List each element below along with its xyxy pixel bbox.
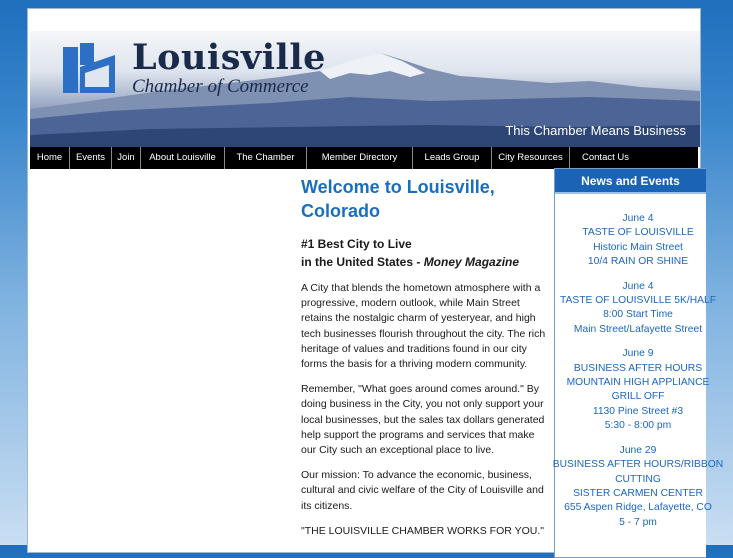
event-date: June 4: [622, 280, 654, 292]
news-event[interactable]: [543, 347, 733, 433]
news-event[interactable]: [543, 444, 733, 530]
event-detail: Main Street/Lafayette Street: [573, 323, 703, 335]
event-detail: 10/4 RAIN OR SHINE: [587, 256, 689, 268]
event-detail: Historic Main Street: [593, 241, 683, 253]
nav-leads-group[interactable]: Leads Group: [413, 147, 492, 169]
event-detail: 5 - 7 pm: [619, 516, 657, 528]
news-heading: News and Events: [555, 169, 706, 194]
nav-city-resources[interactable]: City Resources: [492, 147, 570, 169]
event-detail: 655 Aspen Ridge, Lafayette, CO: [564, 502, 712, 514]
event-detail: 5:30 - 8:00 pm: [604, 420, 672, 432]
mission-paragraph: Our mission: To advance the economic, business, cultural and civic welfare of the City of Louisville and its citizens.: [301, 469, 544, 512]
main-content: [301, 169, 549, 539]
event-title: GRILL OFF: [611, 391, 665, 403]
nav-contact-us[interactable]: Contact Us: [582, 152, 629, 163]
event-title: TASTE OF LOUISVILLE 5K/HALF: [559, 295, 717, 307]
site-title: Louisville: [132, 37, 326, 78]
nav-the-chamber[interactable]: The Chamber: [225, 147, 307, 169]
event-detail: 1130 Pine Street #3: [592, 405, 684, 417]
event-title: BUSINESS AFTER HOURS: [573, 362, 703, 374]
support-paragraph: Remember, "What goes around comes around." By doing business in the City, you not only support your local businesses, but the sales tax dollars generated help support the programs and services that make our City such an exceptional place to live.: [301, 383, 545, 457]
chamber-logo-icon: [63, 43, 115, 93]
news-sidebar: [552, 168, 724, 558]
tagline-source: Money Magazine: [423, 255, 520, 269]
intro-paragraph: A City that blends the hometown atmosphere with a progressive, modern outlook, while Main Street retains the nostalgic charm of yesteryear, and high tech businesses flourish throughout the city. The rich heritage of values and traditions found in our city forms the basis for a thriving modern community.: [301, 282, 546, 371]
news-event[interactable]: [543, 280, 733, 338]
event-date: June 4: [622, 213, 654, 224]
slogan: This Chamber Means Business: [505, 123, 686, 138]
nav-join[interactable]: Join: [112, 147, 141, 169]
main-nav: [30, 147, 698, 169]
closing-paragraph: "THE LOUISVILLE CHAMBER WORKS FOR YOU.": [301, 524, 544, 537]
event-date: June 29: [619, 444, 657, 456]
nav-member-directory[interactable]: Member Directory: [307, 147, 413, 169]
page-frame: [27, 8, 724, 553]
welcome-heading: Welcome to Louisville, Colorado: [301, 177, 495, 221]
tagline: [301, 235, 549, 271]
event-title: MOUNTAIN HIGH APPLIANCE: [566, 377, 710, 389]
nav-events[interactable]: Events: [70, 147, 112, 169]
news-list: [543, 194, 733, 530]
event-detail: SISTER CARMEN CENTER: [573, 487, 703, 499]
nav-home[interactable]: Home: [30, 147, 70, 169]
event-title: TASTE OF LOUISVILLE: [582, 227, 694, 239]
event-title: BUSINESS AFTER HOURS/RIBBON: [552, 459, 724, 471]
event-detail: 8:00 Start Time: [603, 309, 673, 321]
news-event[interactable]: [543, 212, 733, 270]
event-title: CUTTING: [615, 473, 661, 485]
tagline-line1: #1 Best City to Live: [301, 237, 412, 251]
site-subtitle: Chamber of Commerce: [132, 76, 309, 97]
header-banner: [30, 31, 700, 147]
event-date: June 9: [622, 348, 654, 360]
nav-about-louisville[interactable]: About Louisville: [141, 147, 225, 169]
tagline-line2: in the United States -: [301, 255, 424, 269]
